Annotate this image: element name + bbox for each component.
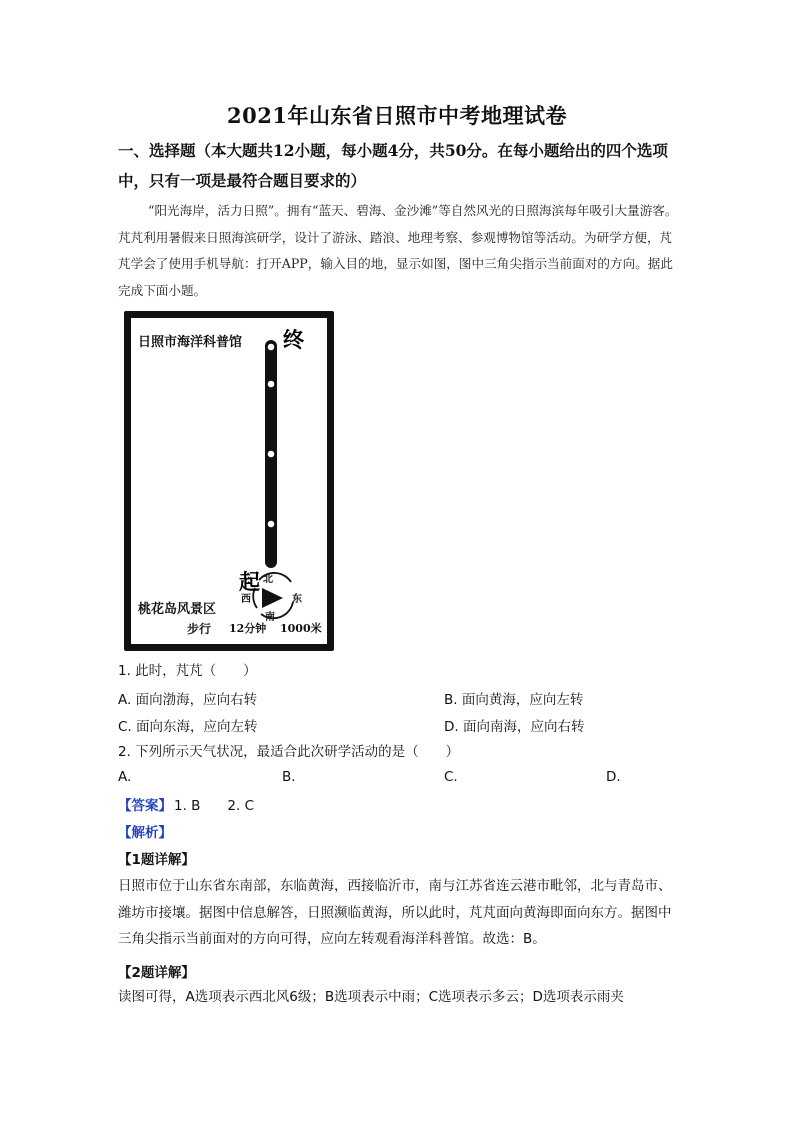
compass-north: 北	[263, 574, 273, 585]
page-title: 2021年山东省日照市中考地理试卷	[227, 103, 567, 128]
q2-detail-tag: 【2题详解】	[118, 965, 195, 981]
navigation-map-figure	[124, 311, 334, 651]
compass-south: 南	[265, 612, 275, 623]
q1-option-d: D. 面向南海，应向右转	[444, 719, 585, 735]
route-waypoint	[268, 451, 275, 458]
q2-option-d: D.	[606, 769, 621, 785]
route-waypoint	[268, 521, 275, 528]
compass-east: 东	[292, 594, 302, 605]
reading-passage: “阳光海岸，活力日照”。拥有“蓝天、碧海、金沙滩”等自然风光的日照海滨每年吸引大量游客。芃芃利用暑假来日照海滨研学，设计了游泳、踏浪、地理考察、参观博物馆等活动。为研学方便，芃芃学会了使用手机导航：打开APP，输入目的地，显示如图，图中三角尖指示当前面对的方向。据此完成下面小题。	[118, 203, 678, 298]
answer-value: 1. B 2. C	[174, 798, 255, 814]
q2-detail-text: 读图可得，A选项表示西北风6级；B选项表示中雨；C选项表示多云；D选项表示雨夹	[118, 989, 624, 1005]
destination-label: 日照市海洋科普馆	[138, 335, 243, 350]
question-2-stem: 2. 下列所示天气状况，最适合此次研学活动的是（ ）	[118, 744, 460, 760]
travel-time: 12分钟	[229, 622, 267, 635]
travel-distance: 1000米	[280, 622, 322, 635]
route-endpoint	[268, 344, 275, 351]
heading-triangle-icon	[262, 588, 283, 608]
q1-option-a: A. 面向渤海，应向右转	[118, 692, 258, 708]
answer-row	[118, 794, 254, 814]
q2-option-c: C.	[444, 769, 458, 785]
map-canvas	[131, 318, 327, 644]
q1-option-b: B. 面向黄海，应向左转	[444, 692, 584, 708]
q2-option-a: A.	[118, 769, 132, 785]
q1-detail-text: 日照市位于山东省东南部，东临黄海，西接临沂市，南与江苏省连云港市毗邻，北与青岛市、潍坊市接壤。据图中信息解答，日照濒临黄海，所以此时，芃芃面向黄海即面向东方。据图中三角尖指示当前面对的方向可得，应向左转观看海洋科普馆。故选：B。	[118, 878, 672, 947]
q1-detail-tag: 【1题详解】	[118, 852, 195, 868]
answer-tag: 【答案】	[118, 798, 172, 814]
origin-label: 桃花岛风景区	[138, 602, 217, 617]
analysis-tag: 【解析】	[118, 825, 172, 841]
route-waypoint	[268, 381, 275, 388]
travel-mode: 步行	[187, 622, 212, 636]
end-marker-label: 终	[283, 327, 304, 352]
q2-option-b: B.	[282, 769, 296, 785]
start-marker-label: 起	[239, 569, 260, 594]
compass-west: 西	[241, 594, 251, 605]
q1-option-c: C. 面向东海，应向左转	[118, 719, 258, 735]
question-1-stem: 1. 此时，芃芃（ ）	[118, 663, 257, 679]
section-heading: 一、选择题（本大题共12小题，每小题4分，共50分。在每小题给出的四个选项中，只有一项是最符合题目要求的）	[118, 141, 668, 190]
